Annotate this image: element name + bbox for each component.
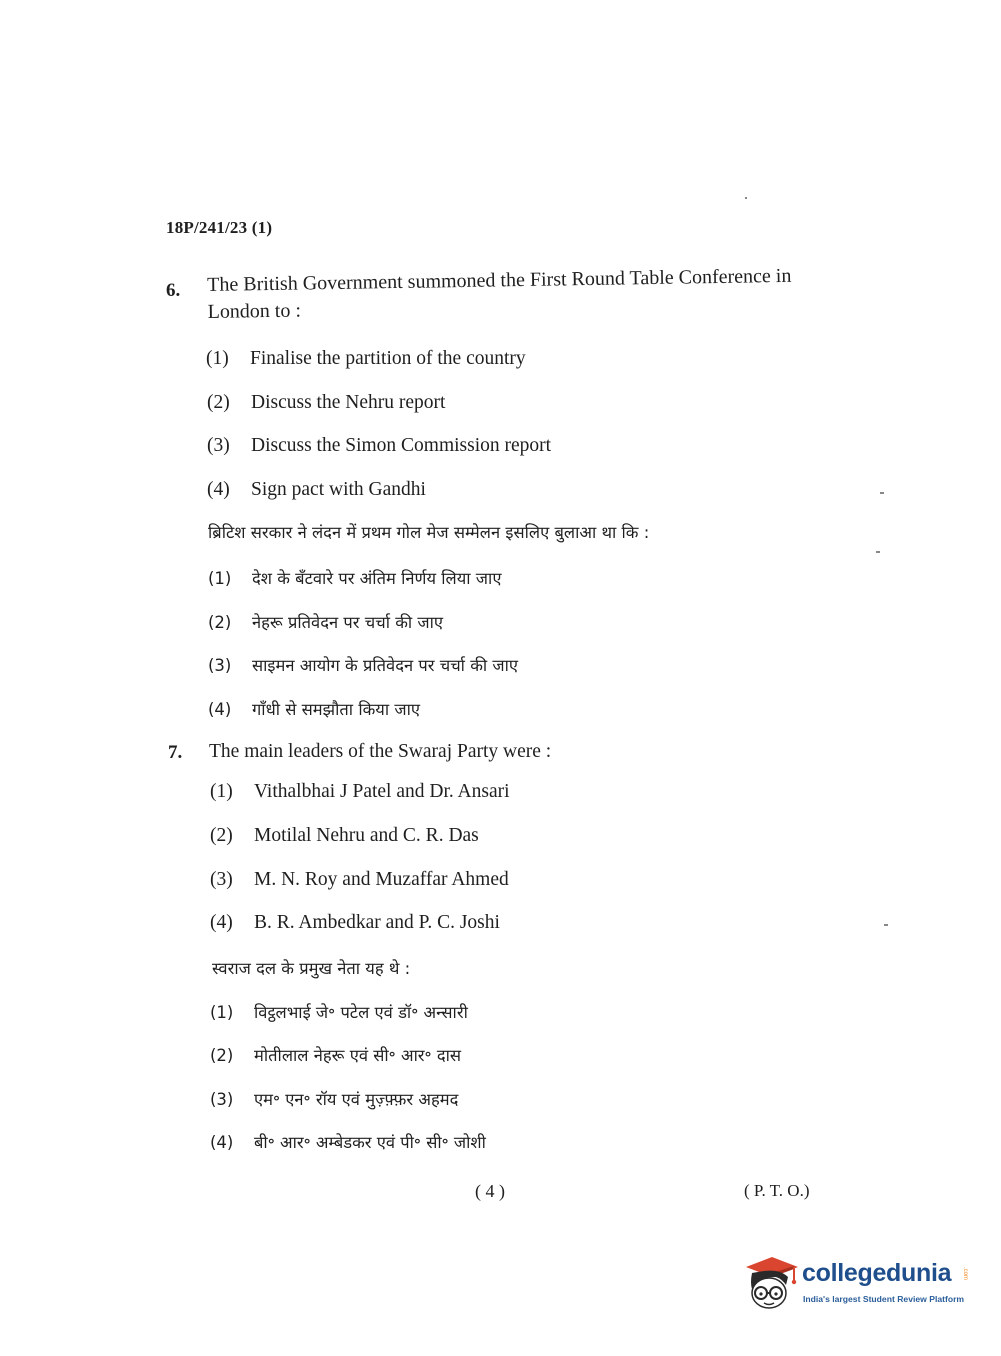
option-text: B. R. Ambedkar and P. C. Joshi — [254, 912, 500, 933]
option-text: देश के बँटवारे पर अंतिम निर्णय लिया जाए — [252, 569, 502, 588]
question-number-7: 7. — [168, 742, 183, 763]
question-6-text-en — [207, 263, 792, 326]
mascot-icon — [742, 1253, 800, 1313]
option-number: (1) — [210, 781, 233, 802]
scan-speck — [876, 551, 880, 553]
logo-domain-suffix: .com — [962, 1267, 968, 1281]
option-text: Motilal Nehru and C. R. Das — [254, 825, 479, 846]
q7-option-hi-3 — [210, 1087, 458, 1110]
q6-option-en-3 — [207, 435, 551, 457]
option-text: विट्ठलभाई जे॰ पटेल एवं डॉ॰ अन्सारी — [254, 1003, 468, 1022]
option-text: नेहरू प्रतिवेदन पर चर्चा की जाए — [252, 613, 444, 632]
option-text: Sign pact with Gandhi — [251, 479, 426, 500]
question-7-text-hi: स्वराज दल के प्रमुख नेता यह थे : — [212, 959, 411, 978]
question-6-text-hi: ब्रिटिश सरकार ने लंदन में प्रथम गोल मेज सम्मेलन इसलिए बुलाआ था कि : — [208, 523, 650, 542]
q7-option-en-3 — [210, 869, 509, 891]
scan-speck — [884, 924, 888, 926]
option-number: (3) — [210, 1090, 234, 1109]
page-number: ( 4 ) — [475, 1181, 505, 1201]
q6-option-en-2 — [207, 392, 445, 414]
q7-option-hi-1 — [210, 1000, 468, 1023]
option-number: (2) — [207, 392, 230, 413]
question-number-6: 6. — [166, 280, 181, 301]
option-text: Finalise the partition of the country — [250, 348, 526, 369]
option-number: (1) — [206, 348, 229, 369]
option-text: Discuss the Simon Commission report — [251, 435, 552, 456]
option-number: (4) — [208, 700, 232, 719]
scan-speck — [745, 197, 747, 199]
option-text: Vithalbhai J Patel and Dr. Ansari — [254, 781, 510, 802]
q6-option-en-1 — [206, 348, 526, 370]
option-number: (3) — [208, 656, 232, 675]
q7-option-hi-2 — [210, 1043, 461, 1066]
q7-option-en-4 — [210, 912, 500, 934]
option-number: (2) — [210, 1046, 234, 1065]
q7-option-en-1 — [210, 781, 510, 803]
question-6-line-1: The British Government summoned the First Round Table Conference in — [207, 264, 792, 296]
option-text: गाँधी से समझौता किया जाए — [252, 700, 420, 719]
question-7-text-en: The main leaders of the Swaraj Party were : — [209, 741, 552, 762]
scan-speck — [880, 492, 884, 494]
q7-option-en-2 — [210, 825, 479, 847]
collegedunia-logo — [742, 1253, 970, 1313]
option-number: (1) — [208, 569, 232, 588]
option-text: बी॰ आर॰ अम्बेडकर एवं पी॰ सी॰ जोशी — [254, 1133, 486, 1152]
option-number: (4) — [210, 1133, 234, 1152]
logo-tagline: India's largest Student Review Platform — [803, 1294, 965, 1304]
logo-wordmark: collegedunia — [802, 1259, 952, 1287]
option-number: (2) — [208, 613, 232, 632]
q6-option-hi-1 — [208, 566, 501, 589]
option-text: Discuss the Nehru report — [251, 392, 446, 413]
question-6-line-2: London to : — [207, 299, 302, 323]
q6-option-hi-4 — [208, 697, 420, 720]
option-number: (4) — [210, 912, 233, 933]
option-number: (3) — [210, 869, 233, 890]
option-text: मोतीलाल नेहरू एवं सी॰ आर॰ दास — [254, 1046, 462, 1065]
option-number: (1) — [210, 1003, 234, 1022]
option-text: साइमन आयोग के प्रतिवेदन पर चर्चा की जाए — [252, 656, 519, 675]
q6-option-en-4 — [207, 479, 426, 501]
option-number: (3) — [207, 435, 230, 456]
option-text: M. N. Roy and Muzaffar Ahmed — [254, 869, 509, 890]
q6-option-hi-2 — [208, 610, 443, 633]
pto-label: ( P. T. O.) — [744, 1181, 810, 1200]
paper-code: 18P/241/23 (1) — [166, 218, 273, 237]
option-number: (2) — [210, 825, 233, 846]
q7-option-hi-4 — [210, 1130, 486, 1153]
option-text: एम॰ एन॰ रॉय एवं मुज़्फ़्फ़र अहमद — [254, 1090, 459, 1109]
option-number: (4) — [207, 479, 230, 500]
q6-option-hi-3 — [208, 653, 518, 676]
